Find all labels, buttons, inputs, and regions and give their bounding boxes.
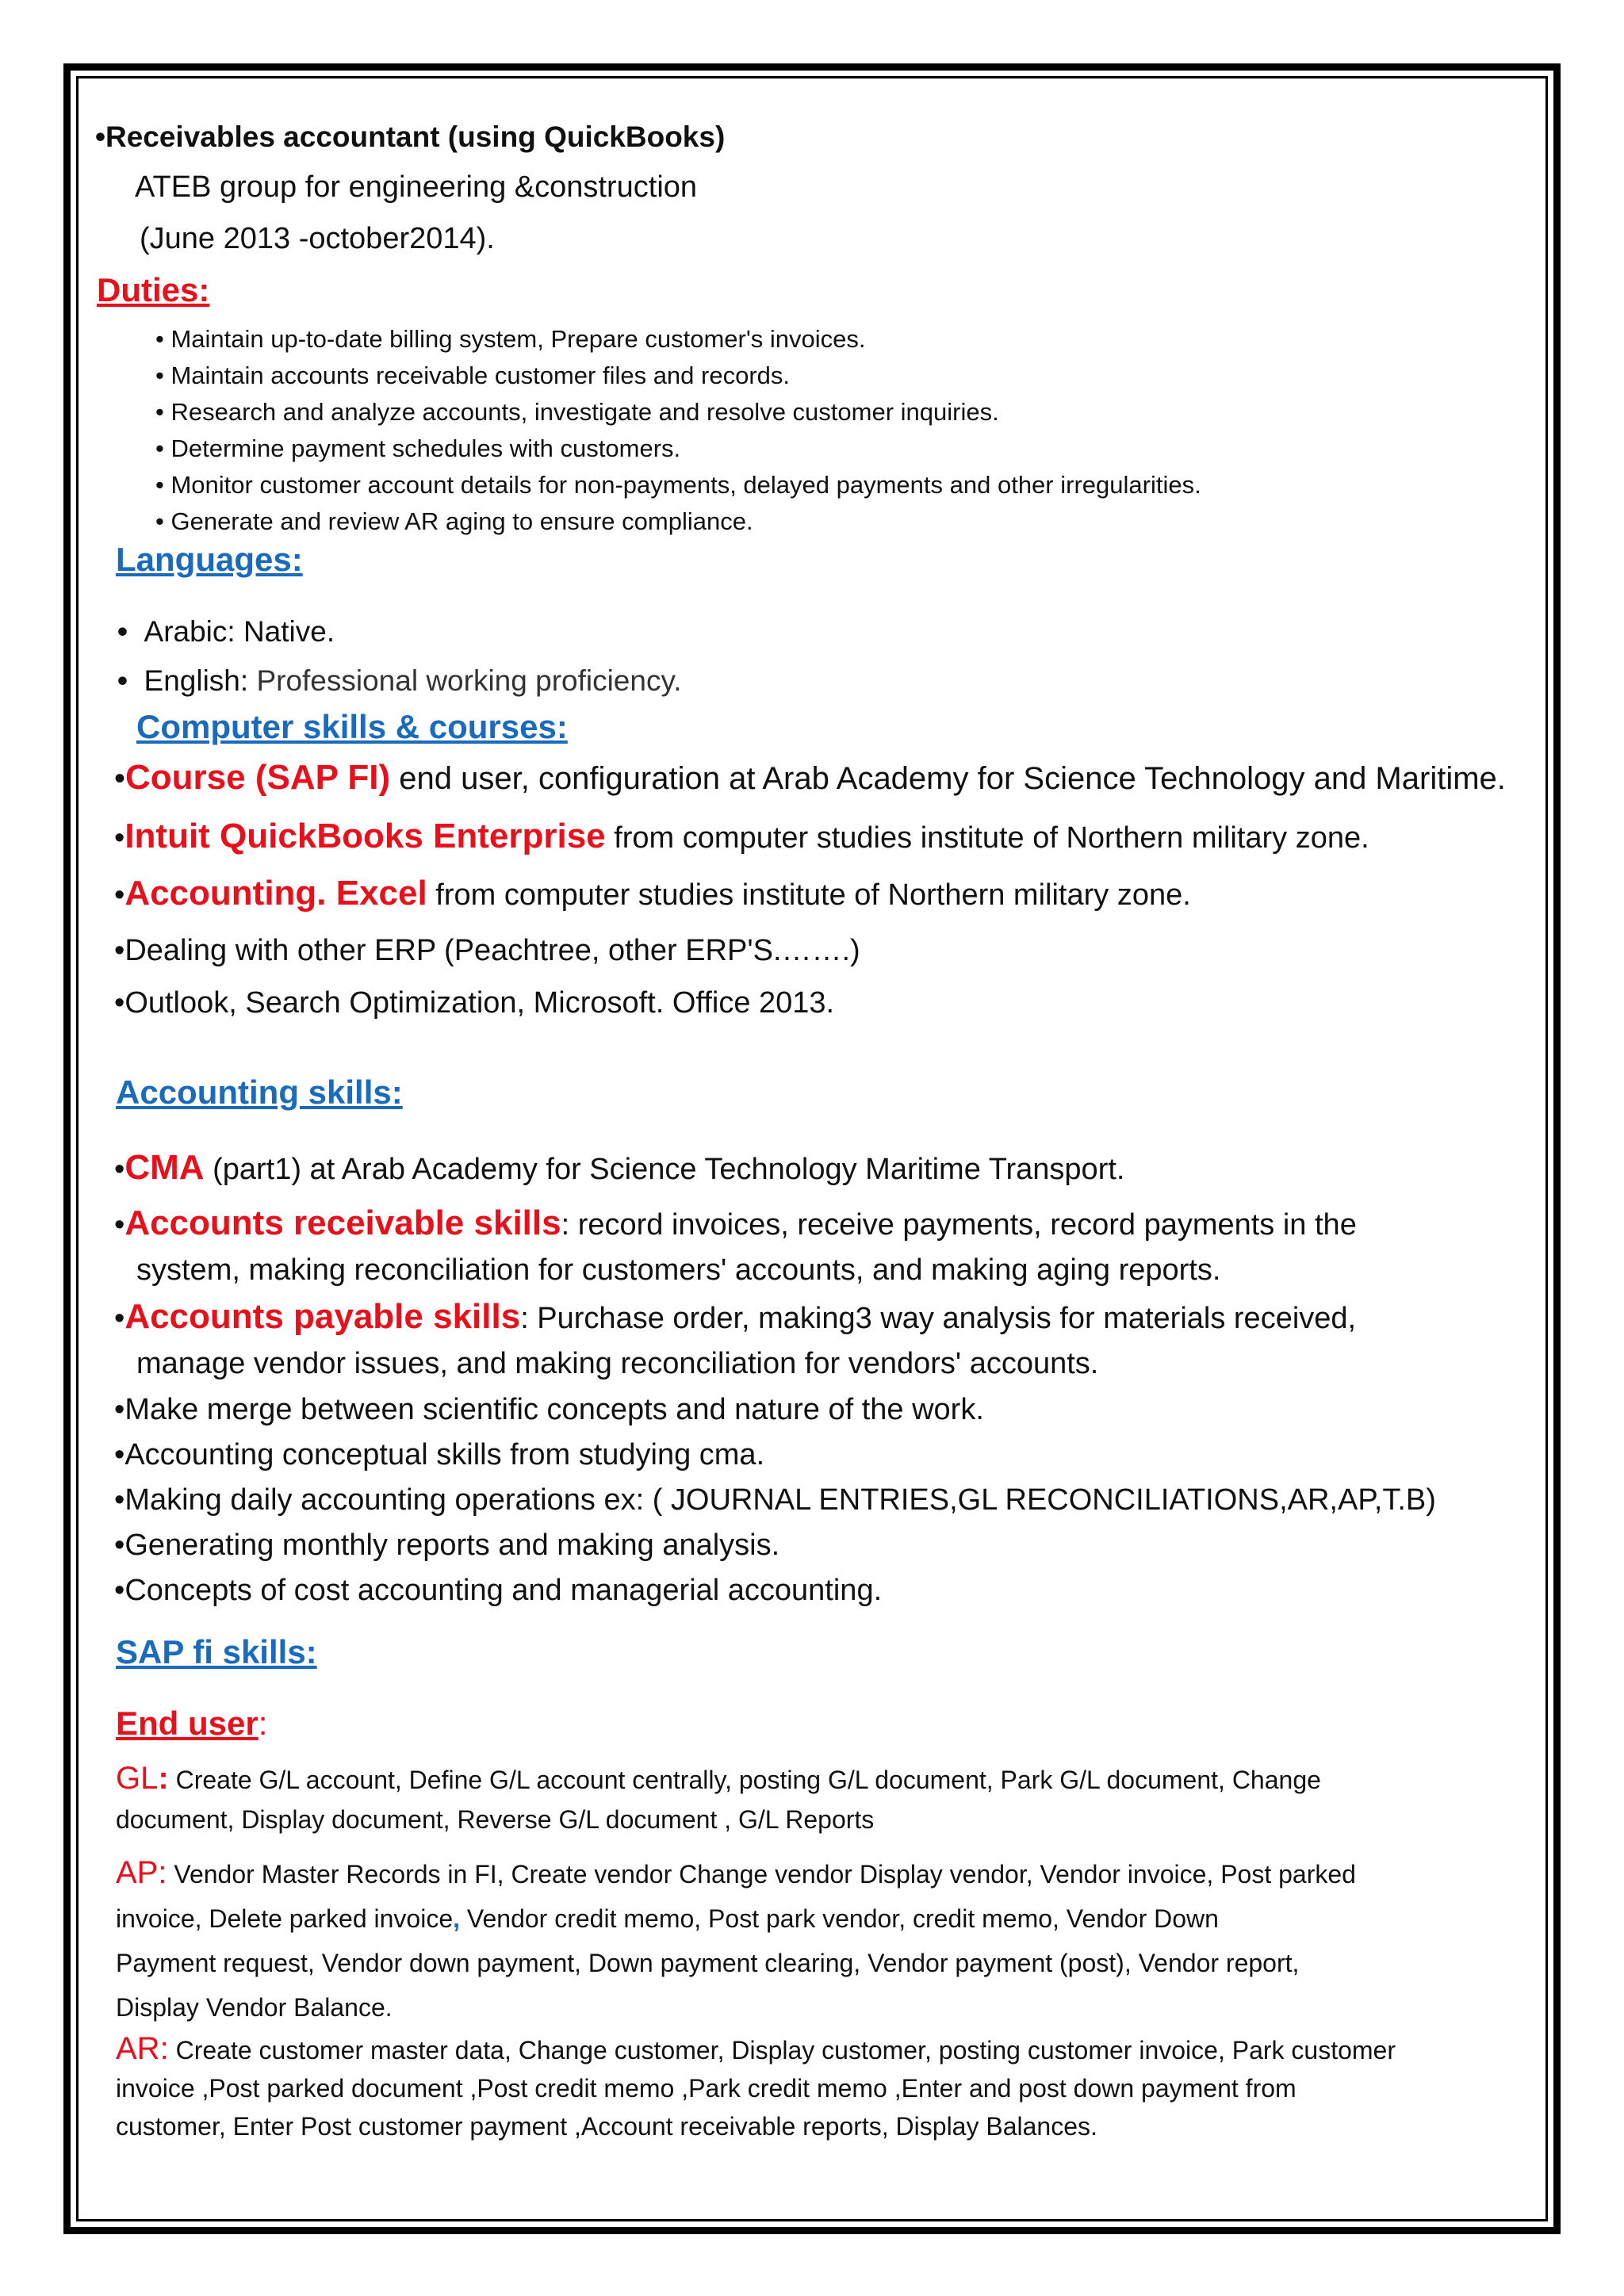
gl-line-2: document, Display document, Reverse G/L document , G/L Reports <box>116 1805 875 1834</box>
job-period: (June 2013 -october2014). <box>140 222 495 255</box>
duty-text: Generate and review AR aging to ensure compliance. <box>170 507 753 535</box>
sap-ap-label: AP: <box>116 1855 167 1890</box>
language-english: • English: Professional working proficiency. <box>117 664 682 697</box>
accounting-item: •Making daily accounting operations ex: ( JOURNAL ENTRIES,GL RECONCILIATIONS,AR,AP,T.B) <box>114 1483 1436 1517</box>
sap-ar-line-2: invoice ,Post parked document ,Post credit memo ,Park credit memo ,Enter and post down payment from <box>116 2074 1297 2103</box>
duty-text: Research and analyze accounts, investigate and resolve customer inquiries. <box>170 398 999 426</box>
job-company: ATEB group for engineering &construction <box>135 170 698 204</box>
duties-list <box>155 321 1201 540</box>
sap-ar-label: AR: <box>116 2031 169 2066</box>
duty-text: Monitor customer account details for non-payments, delayed payments and other irregularities. <box>170 471 1201 499</box>
cma-highlight: CMA <box>124 1148 205 1187</box>
sap-ap-line-1: Vendor Master Records in FI, Create vendor Change vendor Display vendor, Vendor invoice, Post parked <box>167 1860 1356 1888</box>
computer-item-text: from computer studies institute of Northern military zone. <box>427 878 1191 912</box>
computer-item-text: from computer studies institute of Northern military zone. <box>605 821 1369 855</box>
accounting-cma: •CMA (part1) at Arab Academy for Science Technology Maritime Transport. <box>114 1148 1125 1187</box>
sap-ap <box>116 1850 1356 2030</box>
ap-highlight: Accounts payable skills <box>124 1297 521 1336</box>
computer-item: •Dealing with other ERP (Peachtree, other ERP'S.…….) <box>114 934 860 967</box>
sap-ap-comma: , <box>453 1904 461 1933</box>
duty-item: • Maintain accounts receivable customer files and records. <box>155 362 791 389</box>
accounting-item: •Generating monthly reports and making analysis. <box>114 1529 780 1562</box>
accounting-ar: •Accounts receivable skills: record invoices, receive payments, record payments in the system, making reconciliation for customers' accounts, and making aging reports. <box>114 1200 1357 1293</box>
duty-item: • Research and analyze accounts, investigate and resolve customer inquiries. <box>155 398 999 426</box>
job-title: Receivables accountant (using QuickBooks) <box>105 121 726 153</box>
duty-item: • Monitor customer account details for non-payments, delayed payments and other irregularities. <box>155 471 1201 499</box>
gl-colon: : <box>158 1761 169 1796</box>
computer-item-text: end user, configuration at Arab Academy for Science Technology and Maritime. <box>390 761 1506 796</box>
sap-ap-line-4: Display Vendor Balance. <box>116 1993 393 2022</box>
sap-ar <box>116 2030 1396 2145</box>
accounting-item-text: Making daily accounting operations ex: ( JOURNAL ENTRIES,GL RECONCILIATIONS,AR,AP,T.B) <box>124 1483 1436 1517</box>
sap-ar-line-1: Create customer master data, Change customer, Display customer, posting customer invoice, Park customer <box>168 2036 1396 2064</box>
accounting-item: •Accounting conceptual skills from studying cma. <box>114 1438 765 1471</box>
accounting-ap: •Accounts payable skills: Purchase order, making3 way analysis for materials received, manage vendor issues, and making reconciliation for vendors' accounts. <box>114 1294 1356 1387</box>
accounting-item: •Make merge between scientific concepts and nature of the work. <box>114 1393 984 1426</box>
computer-item: •Outlook, Search Optimization, Microsoft. Office 2013. <box>114 986 835 1020</box>
sap-ar-line-3: customer, Enter Post customer payment ,Account receivable reports, Display Balances. <box>116 2112 1097 2141</box>
ap-text-2: manage vendor issues, and making reconciliation for vendors' accounts. <box>136 1347 1099 1380</box>
language-arabic: • Arabic: Native. <box>117 615 335 648</box>
duties-heading: Duties: <box>97 271 210 308</box>
sap-ap-line-2b: Vendor credit memo, Post park vendor, credit memo, Vendor Down <box>460 1904 1219 1933</box>
ar-text-2: system, making reconciliation for customers' accounts, and making aging reports. <box>136 1253 1221 1287</box>
ap-text-1: : Purchase order, making3 way analysis for materials received, <box>520 1302 1357 1335</box>
sap-heading: SAP fi skills: <box>116 1633 317 1670</box>
language-english-level: Professional working proficiency. <box>248 664 682 697</box>
duty-item: • Maintain up-to-date billing system, Prepare customer's invoices. <box>155 325 866 353</box>
duty-text: Maintain up-to-date billing system, Prepare customer's invoices. <box>170 325 866 353</box>
duty-item: • Generate and review AR aging to ensure compliance. <box>155 507 753 535</box>
sap-gl <box>116 1758 1321 1839</box>
ar-highlight: Accounts receivable skills <box>124 1203 561 1242</box>
cma-text: (part1) at Arab Academy for Science Technology Maritime Transport. <box>204 1153 1125 1186</box>
accounting-item-text: Accounting conceptual skills from studying cma. <box>124 1438 765 1471</box>
sap-ap-line-2a: invoice, Delete parked invoice <box>116 1904 454 1933</box>
computer-item-highlight: Intuit QuickBooks Enterprise <box>124 817 606 855</box>
accounting-heading: Accounting skills: <box>116 1073 403 1111</box>
language-arabic-text: Arabic: Native. <box>144 615 335 648</box>
duty-item: • Determine payment schedules with customers. <box>155 434 681 462</box>
computer-item: •Intuit QuickBooks Enterprise from computer studies institute of Northern military zone. <box>114 817 1369 855</box>
sap-end-user <box>116 1705 267 1743</box>
end-user-colon: : <box>258 1705 268 1742</box>
computer-item-text: Dealing with other ERP (Peachtree, other ERP'S.…….) <box>124 934 860 967</box>
computer-item-highlight: Accounting. Excel <box>124 874 427 913</box>
computer-heading: Computer skills & courses: <box>136 708 568 745</box>
accounting-item-text: Concepts of cost accounting and managerial accounting. <box>124 1574 883 1607</box>
gl-line-1: Create G/L account, Define G/L account centrally, posting G/L document, Park G/L document, Change <box>168 1766 1321 1794</box>
computer-item: •Accounting. Excel from computer studies institute of Northern military zone. <box>114 874 1191 913</box>
sap-ap-line-3: Payment request, Vendor down payment, Down payment clearing, Vendor payment (post), Vendor report, <box>116 1949 1300 1977</box>
duty-text: Determine payment schedules with customers. <box>170 434 681 462</box>
computer-item-highlight: Course (SAP FI) <box>125 758 391 797</box>
language-english-label: English: <box>144 664 249 697</box>
computer-item: •Course (SAP FI) end user, configuration at Arab Academy for Science Technology and Maritime. <box>114 758 1506 797</box>
accounting-item-text: Generating monthly reports and making analysis. <box>124 1529 780 1562</box>
accounting-list <box>114 1387 1436 1613</box>
accounting-item-text: Make merge between scientific concepts and nature of the work. <box>124 1393 984 1426</box>
end-user-label: End user <box>116 1705 259 1742</box>
duty-text: Maintain accounts receivable customer files and records. <box>170 362 791 389</box>
computer-item-text: Outlook, Search Optimization, Microsoft. Office 2013. <box>124 986 835 1020</box>
accounting-item: •Concepts of cost accounting and managerial accounting. <box>114 1574 883 1607</box>
languages-heading: Languages: <box>116 541 303 578</box>
gl-label: GL <box>116 1761 159 1796</box>
ar-text-1: : record invoices, receive payments, record payments in the <box>561 1208 1357 1242</box>
job-title-line: •Receivables accountant (using QuickBooks) <box>95 121 726 153</box>
